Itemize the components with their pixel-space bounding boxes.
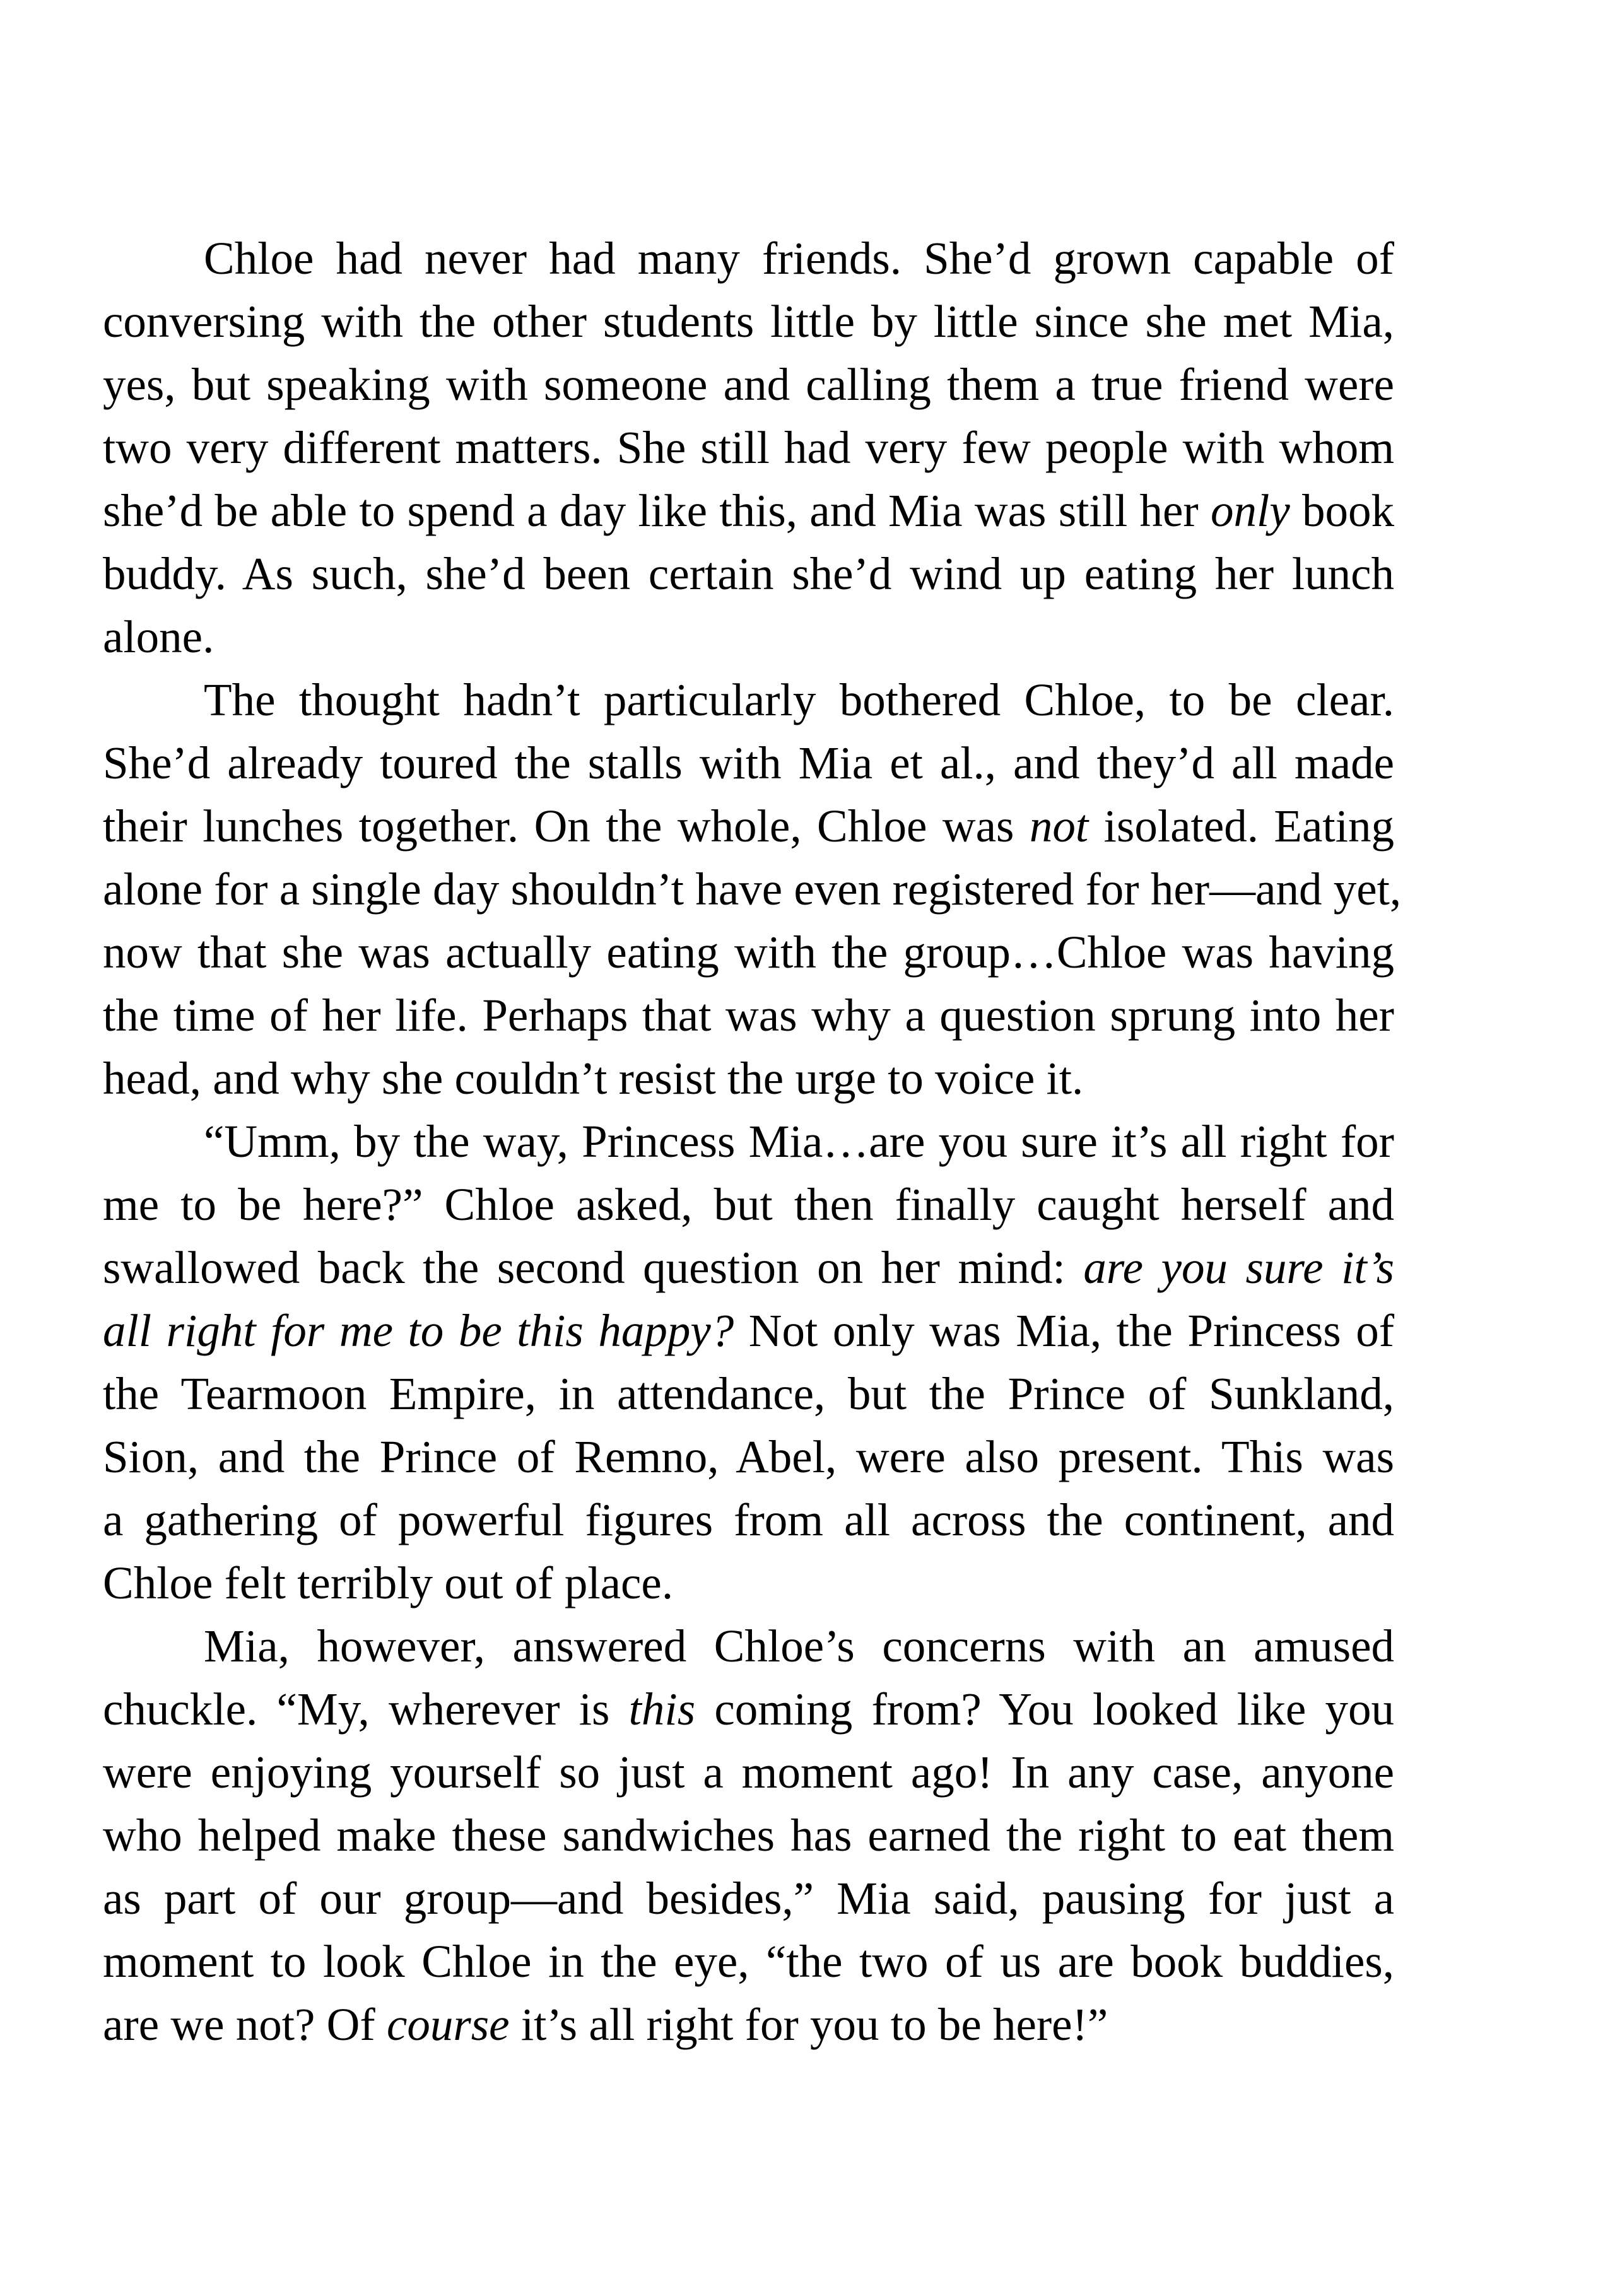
italic-run: all right for me to be this happy? <box>103 1305 734 1356</box>
text-line: conversing with the other students little by little since she met Mia, <box>103 296 1394 347</box>
text-line: alone for a single day shouldn’t have even registered for her—and yet, <box>103 864 1402 915</box>
text-line: swallowed back the second question on her mind: are you sure it’s <box>103 1242 1394 1293</box>
italic-run: not <box>1029 800 1089 852</box>
text-line: alone. <box>103 611 214 662</box>
italic-run: course <box>386 1999 510 2050</box>
text-line: moment to look Chloe in the eye, “the two of us are book buddies, <box>103 1936 1394 1987</box>
italic-run: only <box>1211 485 1290 536</box>
italic-run: are you sure it’s <box>1083 1242 1394 1293</box>
text-line: The thought hadn’t particularly bothered Chloe, to be clear. <box>204 674 1394 725</box>
text-line: the time of her life. Perhaps that was why a question sprung into her <box>103 990 1394 1041</box>
text-line: buddy. As such, she’d been certain she’d wind up eating her lunch <box>103 548 1394 599</box>
text-line: She’d already toured the stalls with Mia et al., and they’d all made <box>103 737 1394 788</box>
text-line: their lunches together. On the whole, Chloe was not isolated. Eating <box>103 800 1394 852</box>
text-line: Chloe felt terribly out of place. <box>103 1557 674 1608</box>
text-line: a gathering of powerful figures from all across the continent, and <box>103 1494 1394 1545</box>
text-line: me to be here?” Chloe asked, but then finally caught herself and <box>103 1179 1394 1230</box>
text-line: the Tearmoon Empire, in attendance, but the Prince of Sunkland, <box>103 1368 1394 1419</box>
text-line: as part of our group—and besides,” Mia said, pausing for just a <box>103 1873 1394 1924</box>
text-line: now that she was actually eating with the group…Chloe was having <box>103 927 1394 978</box>
text-line: Sion, and the Prince of Remno, Abel, were also present. This was <box>103 1431 1394 1482</box>
book-page-text <box>103 227 1402 2056</box>
text-line: chuckle. “My, wherever is this coming from? You looked like you <box>103 1684 1394 1735</box>
text-line: she’d be able to spend a day like this, and Mia was still her only book <box>103 485 1395 536</box>
text-line: all right for me to be this happy? Not only was Mia, the Princess of <box>103 1305 1395 1356</box>
text-line: head, and why she couldn’t resist the urge to voice it. <box>103 1053 1084 1104</box>
italic-run: this <box>628 1684 696 1735</box>
text-line: are we not? Of course it’s all right for you to be here!” <box>103 1999 1108 2050</box>
text-line: yes, but speaking with someone and calling them a true friend were <box>103 359 1394 410</box>
text-line: who helped make these sandwiches has earned the right to eat them <box>103 1810 1394 1861</box>
text-line: two very different matters. She still had very few people with whom <box>103 422 1394 473</box>
text-line: “Umm, by the way, Princess Mia…are you sure it’s all right for <box>204 1116 1394 1167</box>
text-line: Mia, however, answered Chloe’s concerns with an amused <box>204 1620 1394 1672</box>
text-line: Chloe had never had many friends. She’d grown capable of <box>204 233 1394 284</box>
text-line: were enjoying yourself so just a moment ago! In any case, anyone <box>103 1747 1394 1798</box>
